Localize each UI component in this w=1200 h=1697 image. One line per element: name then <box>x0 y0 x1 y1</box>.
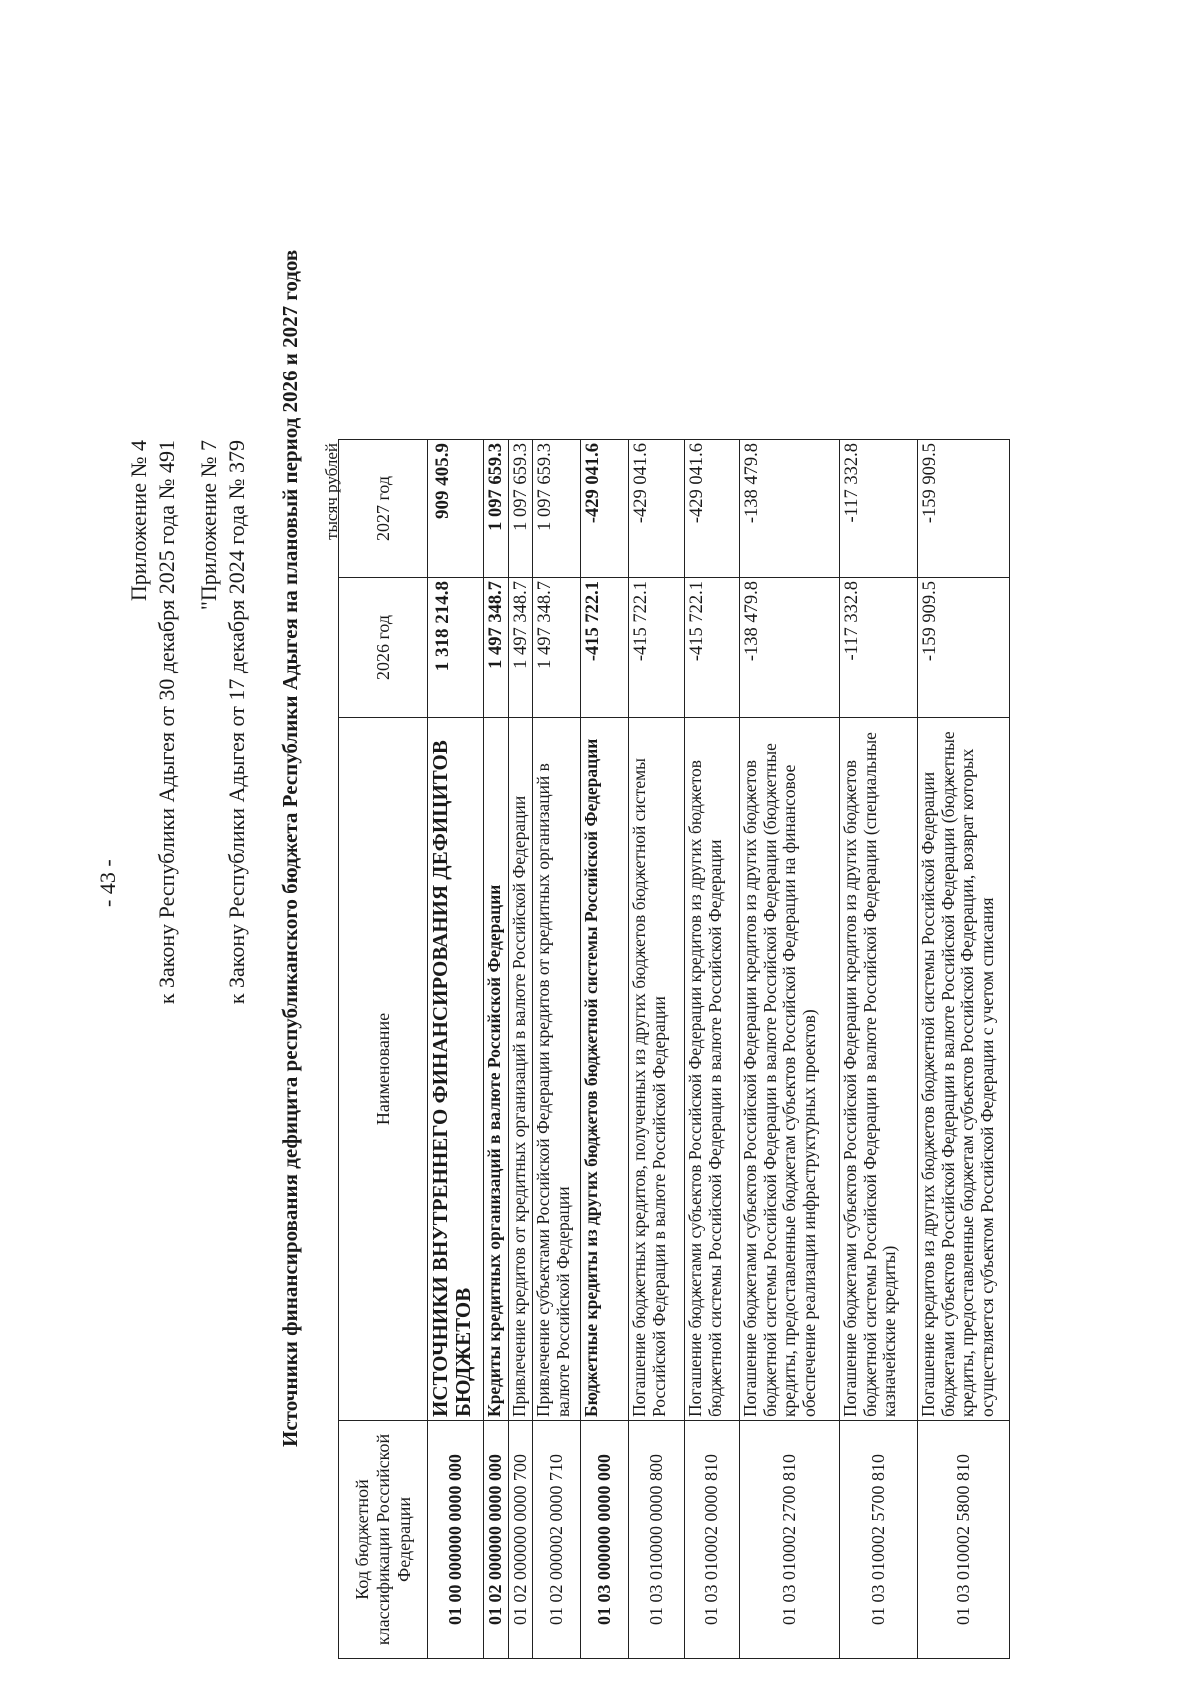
row-2026: 1 497 348.7 <box>508 578 533 718</box>
row-code: 01 02 000000 0000 700 <box>508 1421 533 1659</box>
header-2026: 2026 год <box>339 578 428 718</box>
row-2027: 909 405.9 <box>428 440 484 578</box>
document-title: Источники финансирования дефицита республиканского бюджета Республики Адыгея на плановый период 2026 и 2027 годов <box>278 249 302 1447</box>
row-name: Погашение кредитов из других бюджетов бюджетной системы Российской Федерации бюджетами субъектов Российской Федерации в валюте Российской Федерации (бюджетные кредиты, предоставленные бюджетам субъектов Российской Федерации, возврат которых осуществляется субъектом Российской Федерации с учетом списания <box>918 718 1010 1421</box>
row-2026: 1 497 348.7 <box>533 578 581 718</box>
row-name: Погашение бюджетных кредитов, полученных из других бюджетов бюджетной системы Российской Федерации в валюте Российской Федерации <box>629 718 685 1421</box>
row-name: Привлечение субъектами Российской Федерации кредитов от кредитных организаций в валюте Российской Федерации <box>533 718 581 1421</box>
row-2027: -138 479.8 <box>740 440 840 578</box>
table-row <box>508 440 533 1659</box>
table-row <box>533 440 581 1659</box>
table-header-row <box>339 440 428 1659</box>
row-2026: -138 479.8 <box>740 578 840 718</box>
table-row <box>918 440 1010 1659</box>
row-code: 01 03 010000 0000 800 <box>629 1421 685 1659</box>
row-2026: -159 909.5 <box>918 578 1010 718</box>
row-2026: -415 722.1 <box>581 578 629 718</box>
page-number: - 43 - <box>95 859 120 907</box>
row-name: Погашение бюджетами субъектов Российской Федерации кредитов из других бюджетов бюджетной системы Российской Федерации в валюте Российской Федерации (специальные казначейские кредиты) <box>840 718 918 1421</box>
appendix-4-line2: к Закону Республики Адыгея от 30 декабря 2025 года № 491 <box>154 440 179 1005</box>
row-code: 01 03 010002 5700 810 <box>840 1421 918 1659</box>
row-2026: 1 497 348.7 <box>484 578 509 718</box>
appendix-7-header <box>195 440 251 1004</box>
row-2027: 1 097 659.3 <box>533 440 581 578</box>
appendix-4-line1: Приложение № 4 <box>126 440 151 602</box>
table-row <box>484 440 509 1659</box>
table-row <box>428 440 484 1659</box>
row-name: Погашение бюджетами субъектов Российской Федерации кредитов из других бюджетов бюджетной системы Российской Федерации в валюте Российской Федерации <box>685 718 740 1421</box>
row-code: 01 03 010002 0000 810 <box>685 1421 740 1659</box>
table-row <box>685 440 740 1659</box>
appendix-7-line2: к Закону Республики Адыгея от 17 декабря 2024 года № 379 <box>224 440 249 1005</box>
appendix-7-line1: "Приложение № 7 <box>196 440 221 611</box>
row-code: 01 03 000000 0000 000 <box>581 1421 629 1659</box>
row-2026: -117 332.8 <box>840 578 918 718</box>
table-row <box>629 440 685 1659</box>
header-name: Наименование <box>339 718 428 1421</box>
row-2026: -415 722.1 <box>685 578 740 718</box>
header-code: Код бюджетной классификации Российской Федерации <box>339 1421 428 1659</box>
table-row <box>581 440 629 1659</box>
row-code: 01 02 000000 0000 000 <box>484 1421 509 1659</box>
row-2026: 1 318 214.8 <box>428 578 484 718</box>
table-row <box>840 440 918 1659</box>
financing-sources-table <box>338 439 1010 1659</box>
row-2027: -429 041.6 <box>685 440 740 578</box>
row-2027: -429 041.6 <box>581 440 629 578</box>
row-code: 01 02 000002 0000 710 <box>533 1421 581 1659</box>
row-2027: 1 097 659.3 <box>508 440 533 578</box>
row-name: ИСТОЧНИКИ ВНУТРЕННЕГО ФИНАНСИРОВАНИЯ ДЕФИЦИТОВ БЮДЖЕТОВ <box>428 718 484 1421</box>
row-name: Бюджетные кредиты из других бюджетов бюджетной системы Российской Федерации <box>581 718 629 1421</box>
row-code: 01 03 010002 5800 810 <box>918 1421 1010 1659</box>
row-2026: -415 722.1 <box>629 578 685 718</box>
row-2027: 1 097 659.3 <box>484 440 509 578</box>
row-code: 01 00 000000 0000 000 <box>428 1421 484 1659</box>
row-2027: -117 332.8 <box>840 440 918 578</box>
row-2027: -159 909.5 <box>918 440 1010 578</box>
appendix-4-header <box>125 440 181 1004</box>
row-2027: -429 041.6 <box>629 440 685 578</box>
row-code: 01 03 010002 2700 810 <box>740 1421 840 1659</box>
row-name: Привлечение кредитов от кредитных организаций в валюте Российской Федерации <box>508 718 533 1421</box>
row-name: Погашение бюджетами субъектов Российской Федерации кредитов из других бюджетов бюджетной системы Российской Федерации в валюте Российской Федерации (бюджетные кредиты, предоставленные бюджетам субъектов Российской Федерации на финансовое обеспечение реализации инфраструктурных проектов) <box>740 718 840 1421</box>
row-name: Кредиты кредитных организаций в валюте Российской Федерации <box>484 718 509 1421</box>
units-label: тысяч рублей <box>322 443 341 540</box>
header-2027: 2027 год <box>339 440 428 578</box>
table-row <box>740 440 840 1659</box>
